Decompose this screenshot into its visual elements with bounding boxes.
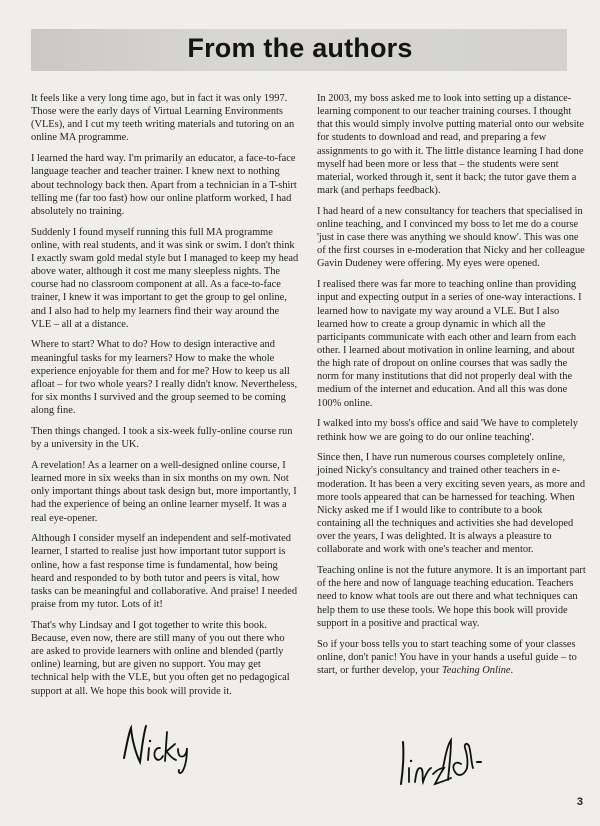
left-column [31,92,299,705]
paragraph: It feels like a very long time ago, but in fact it was only 1997. Those were the early days of Virtual Learning Environments (VLEs), and I cut my teeth writing materials and tutoring on an online MA programme. [31,93,295,144]
paragraph: Suddenly I found myself running this full MA programme online, with real students, and it was sink or swim. I don't think I exactly swam gold medal style but I managed to keep my head above water, although it cost me many sleepless nights. The course had no classroom component at all. As a face-to-face trainer, I knew it was important to get the group to gel online, and I also had to help my learners find their way around the VLE – all at a distance. [31,226,299,330]
book-title-italic: Teaching Online [441,664,511,676]
paragraph: Teaching online is not the future anymore. It is an important part of the here and now of language teaching education. Teachers need to know what tools are out there and what techniques can help them to use these tools. We hope this book will provide support in a positive and practical way. [317,565,586,629]
right-column [317,92,587,685]
paragraph: I had heard of a new consultancy for teachers that specialised in online teaching, and I convinced my boss to let me do a course 'just in case there was anything we should know'. This was one of the first courses in e-moderation that Nicky and her colleague Gavin Dudeney were offering. My eyes were opened. [317,205,585,270]
paragraph: A revelation! As a learner on a well-designed online course, I learned more in six weeks than in six months on my own. Not only important things about task design but, more importantly, I had the experience of being an online learner myself. It was a real eye-opener. [31,459,297,524]
page-title: From the authors [187,33,413,63]
final-paragraph [317,638,587,677]
final-paragraph-lead: So if your boss tells you to start teaching some of your classes online, don't panic! You have in your hands a useful guide – to start, or further develop, your [317,638,577,676]
signature-nicky [120,718,200,776]
paragraph: That's why Lindsay and I got together to write this book. Because, even now, there are still many of you out there who are asked to provide learners with online and blended (partly online) learning, but are given no support. You may get technical help with the VLE, but you often get no pedagogical support at all. We hope this book will provide it. [31,619,290,697]
paragraph: Since then, I have run numerous courses completely online, joined Nicky's consultancy and trained other teachers in e-moderation. It has been a very exciting seven years, as more and more tools appeared that can be harnessed for teaching. When Nicky asked me if I would like to contribute to a book containing all the techniques and activities she had developed over the years, I was delighted. It is always a pleasure to collaborate and work with one's teacher and mentor. [317,452,586,556]
final-paragraph-end: . [510,664,514,676]
page-number: 3 [576,796,583,808]
paragraph: I walked into my boss's office and said 'We have to completely rethink how we are going to do our online teaching'. [317,418,578,443]
paragraph: In 2003, my boss asked me to look into setting up a distance-learning component to our teacher training courses. I thought that this would simply involve putting material onto our website for students to download and read, and preparing a few assignments to go with it. The little distance learning I had done myself had been more or less that – the students were sent material, worked through it, sent it back; the tutor gave them a mark (and perhaps feedback). [317,93,584,197]
signature-lindsay [395,728,525,792]
paragraph: Where to start? What to do? How to design interactive and meaningful tasks for my learners? How to make the whole experience enjoyable for them and for me? How to keep us all afloat – for two whole years? I really didn't know. Nevertheless, for six months I survived and the group seemed to be coming along fine. [31,339,298,417]
paragraph: Then things changed. I took a six-week fully-online course run by a university in the UK. [31,425,293,451]
paragraph: Although I consider myself an independent and self-motivated learner, I started to realise just how important tutor support is online, how a fast response time is fundamental, how being heard and responded to by both tutor and peers is vital, how tasks can be meaningful and collaborative. And praise! I needed praise from my tutor. Lots of it! [31,533,298,611]
paragraph: I learned the hard way. I'm primarily an educator, a face-to-face language teacher and teacher trainer. I knew next to nothing about technology back then. Apart from a technician in a T-shirt telling me (far too fast) how our online platform worked, I had absolutely no training. [31,153,297,217]
paragraph: I realised there was far more to teaching online than providing input and expecting output in a series of one-way interactions. I learned how to navigate my way around a VLE. But I also learned how to create a group dynamic in which all the participants communicate with each other and learn from each other. I learned about motivation in online learning, and about the high rate of dropout on online courses that was sadly the norm for many institutions that did not properly deal with the medium of the internet and education. And all this was done 100% online. [317,279,582,409]
